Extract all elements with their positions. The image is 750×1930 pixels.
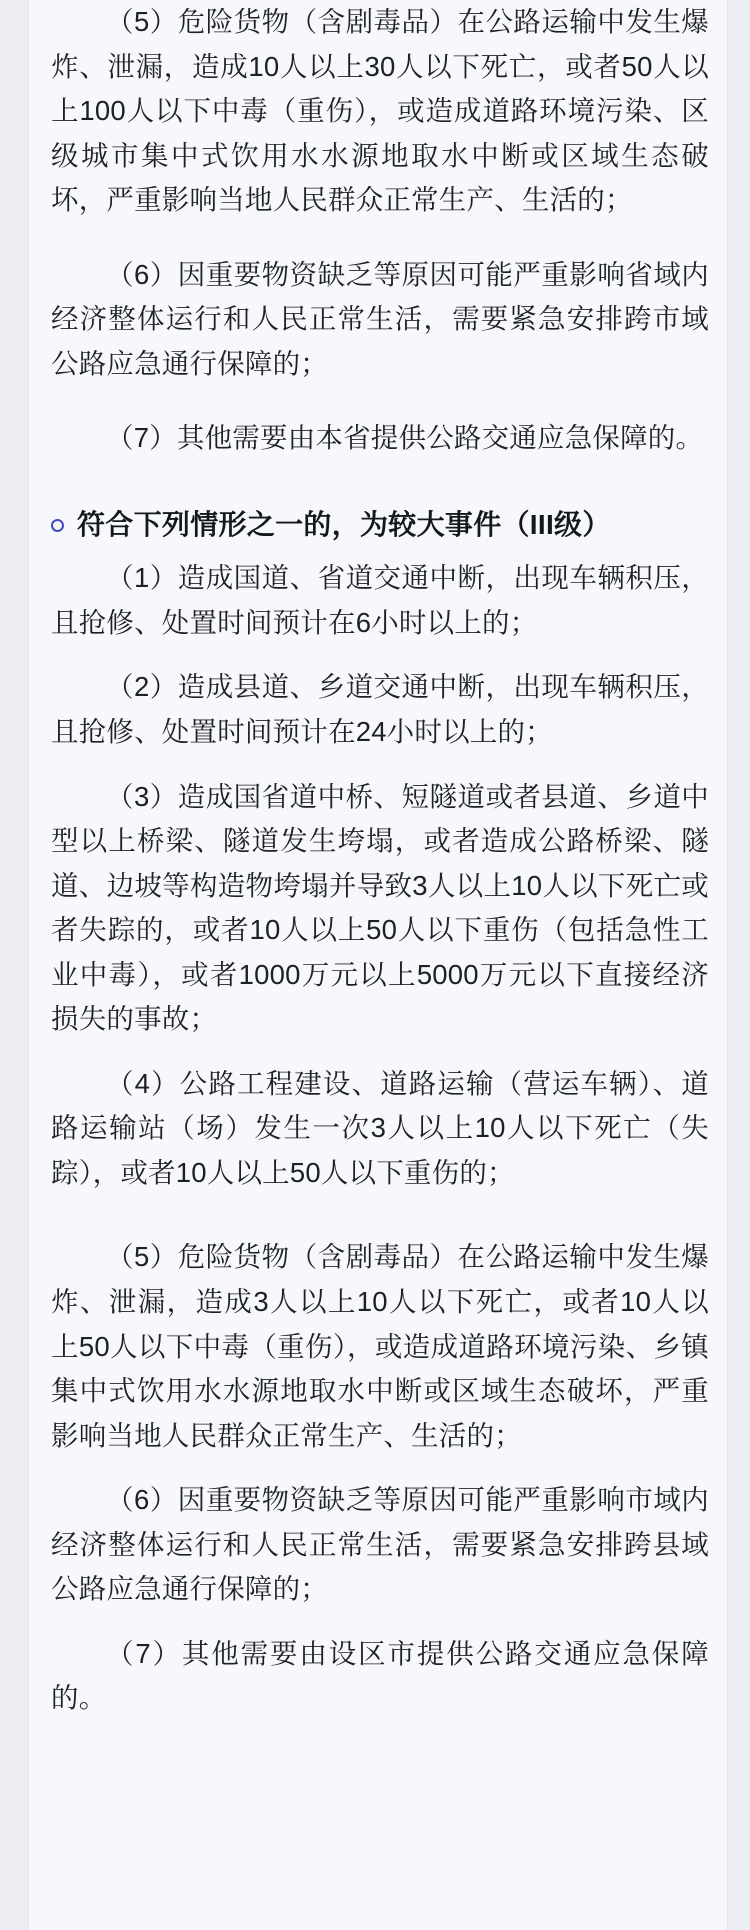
clause-iii-1: （1）造成国道、省道交通中断，出现车辆积压，且抢修、处置时间预计在6小时以上的； [51,562,709,638]
section-heading-text: 符合下列情形之一的，为较大事件（III级） [77,508,611,540]
section-heading-level-iii [51,503,709,546]
clause-iii-5: （5）危险货物（含剧毒品）在公路运输中发生爆炸、泄漏，造成3人以上10人以下死亡，或者10人以上50人以下中毒（重伤），或造成道路环境污染、乡镇集中式饮用水水源地取水中断或区域生态破坏，严重影响当地人民群众正常生产、生活的； [51,1241,709,1451]
clause-iii-7: （7）其他需要由设区市提供公路交通应急保障的。 [51,1637,709,1714]
clause-iii-2: （2）造成县道、乡道交通中断，出现车辆积压，且抢修、处置时间预计在24小时以上的； [51,671,709,747]
spacer [51,390,709,396]
circle-outline-icon [51,519,64,532]
clause-ii-6: （6）因重要物资缺乏等原因可能严重影响省域内经济整体运行和人民正常生活，需要紧急安排跨市域公路应急通行保障的； [51,258,709,379]
clause-iii-4: （4）公路工程建设、道路运输（营运车辆）、道路运输站（场）发生一次3人以上10人以下死亡（失踪），或者10人以上50人以下重伤的； [51,1067,709,1188]
clause-iii-3: （3）造成国省道中桥、短隧道或者县道、乡道中型以上桥梁、隧道发生垮塌，或者造成公路桥梁、隧道、边坡等构造物垮塌并导致3人以上10人以下死亡或者失踪的，或者10人以上50人以下重伤（包括急性工业中毒），或者1000万元以上5000万元以下直接经济损失的事故； [51,780,709,1035]
clause-iii-6: （6）因重要物资缺乏等原因可能严重影响市域内经济整体运行和人民正常生活，需要紧急安排跨县域公路应急通行保障的； [51,1484,709,1605]
spacer [51,227,709,233]
document-sheet [28,0,728,1930]
clause-ii-7: （7）其他需要由本省提供公路交通应急保障的。 [106,422,704,454]
section-level-iii [51,556,709,1721]
section-level-ii [51,0,709,461]
spacer [51,1199,709,1215]
clause-ii-5: （5）危险货物（含剧毒品）在公路运输中发生爆炸、泄漏，造成10人以上30人以下死亡，或者50人以上100人以下中毒（重伤），或造成道路环境污染、区级城市集中式饮用水水源地取水中断或区域生态破坏，严重影响当地人民群众正常生产、生活的； [51,6,709,216]
